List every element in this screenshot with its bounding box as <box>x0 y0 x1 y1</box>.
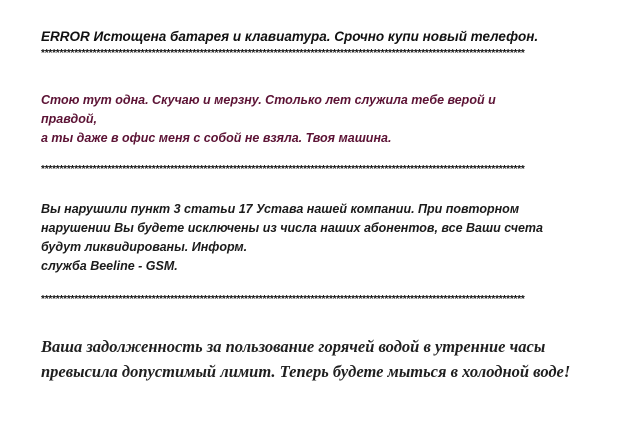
water-message <box>41 334 570 384</box>
car-message-line-3: а ты даже в офис меня с собой не взяла. Твоя машина. <box>41 131 392 145</box>
separator-3: *********************************************************************************************************************************** <box>41 295 525 305</box>
operator-message <box>41 200 543 276</box>
separator-2: *********************************************************************************************************************************** <box>41 165 525 175</box>
operator-message-line-3: будут ликвидированы. Информ. <box>41 240 248 254</box>
car-message-line-1: Стою тут одна. Скучаю и мерзну. Столько лет служила тебе верой и <box>41 93 496 107</box>
operator-message-line-1: Вы нарушили пункт 3 статьи 17 Устава нашей компании. При повторном <box>41 202 520 216</box>
water-message-line-2: превысила допустимый лимит. Теперь будете мыться в холодной воде! <box>41 362 571 381</box>
operator-message-line-4: служба Beeline - GSM. <box>41 259 178 273</box>
car-message-line-2: правдой, <box>41 112 97 126</box>
error-message: ERROR Истощена батарея и клавиатура. Срочно купи новый телефон. <box>41 29 539 44</box>
operator-message-line-2: нарушении Вы будете исключены из числа наших абонентов, все Ваши счета <box>41 221 544 235</box>
car-message <box>41 91 496 148</box>
water-message-line-1: Ваша задолженность за пользование горячей водой в утренние часы <box>41 337 546 356</box>
separator-1: *********************************************************************************************************************************** <box>41 49 525 59</box>
